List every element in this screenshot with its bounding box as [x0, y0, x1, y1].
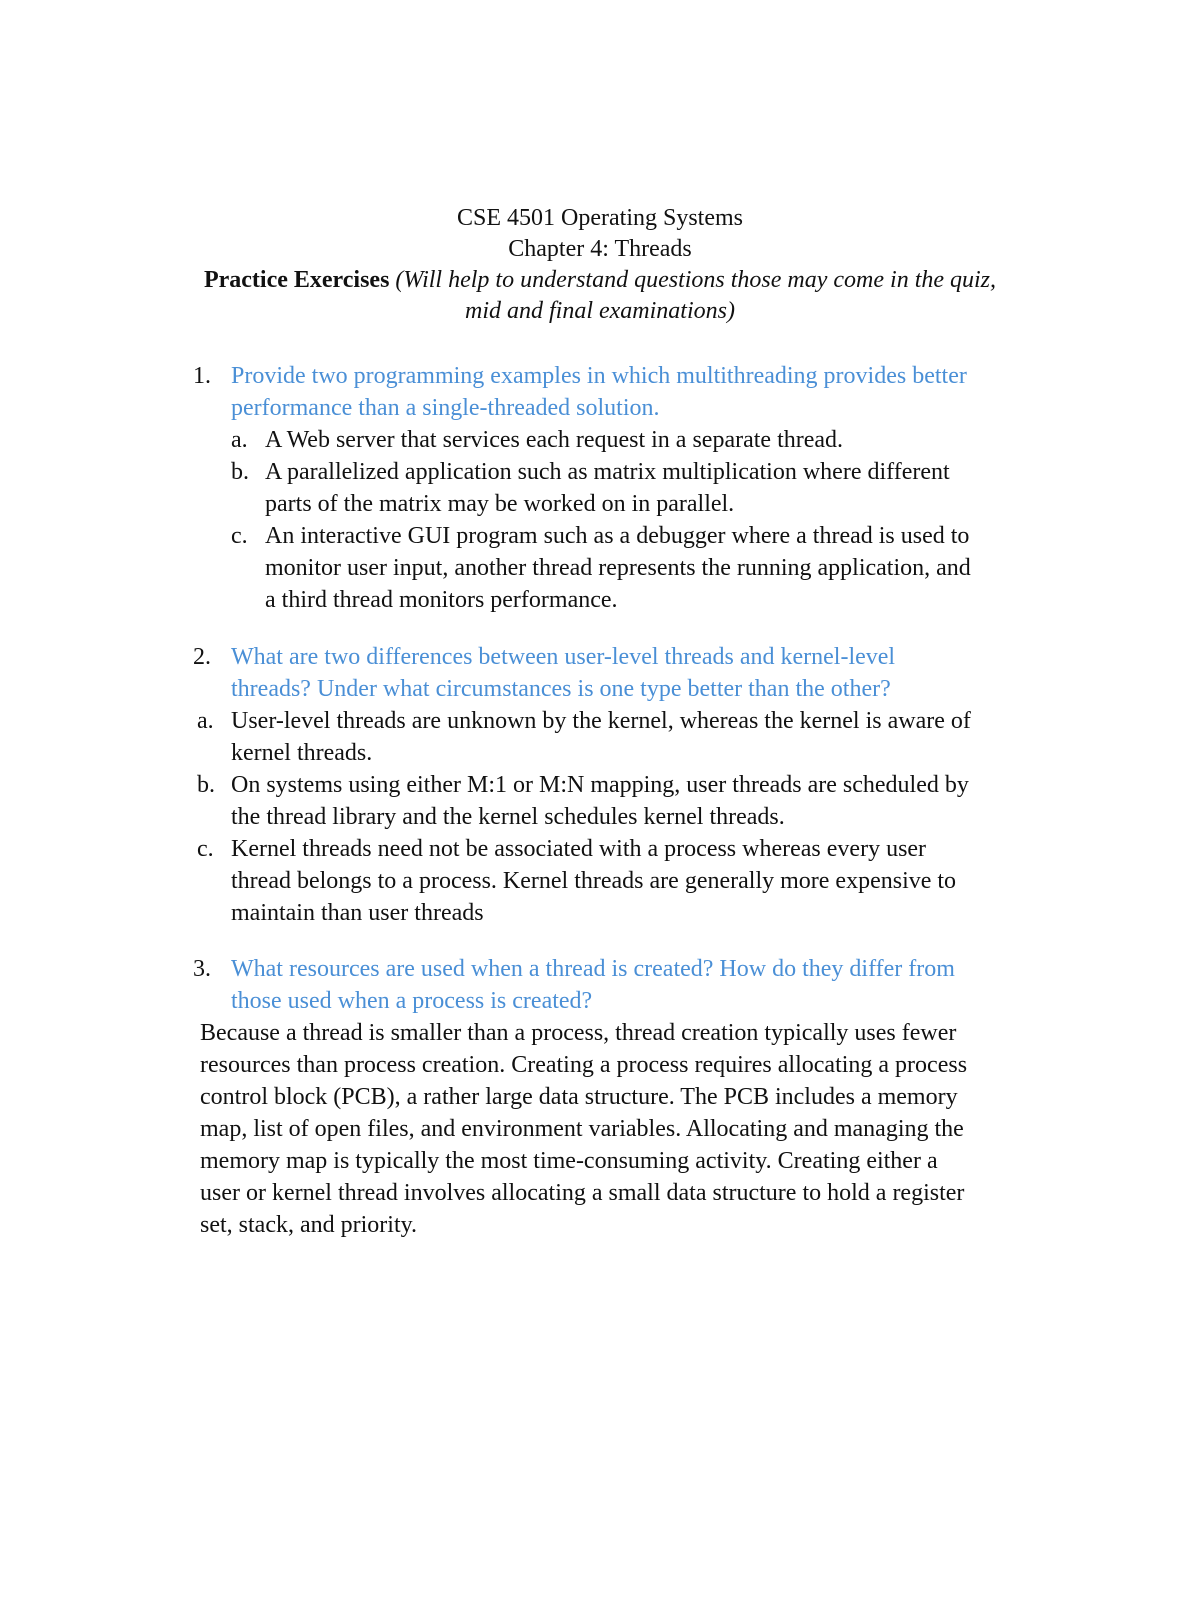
answer-3-line-7: set, stack, and priority.	[200, 1212, 418, 1238]
answer-1c-letter: c.	[231, 523, 248, 549]
answer-1c	[231, 520, 1091, 616]
course-title: CSE 4501 Operating Systems	[457, 205, 743, 231]
answer-1c-line-3: a third thread monitors performance.	[265, 587, 618, 613]
answer-2c-line-3: maintain than user threads	[231, 900, 484, 926]
question-2-answers	[197, 705, 1087, 929]
practice-note-line1: (Will help to understand questions those may come in the quiz,	[395, 267, 997, 293]
question-1-number: 1.	[193, 363, 211, 389]
answer-3-line-4: map, list of open files, and environment variables. Allocating and managing the	[200, 1116, 964, 1142]
answer-2c-letter: c.	[197, 836, 214, 862]
answer-2a	[197, 705, 1087, 769]
answer-1c-line-1: An interactive GUI program such as a debugger where a thread is used to	[265, 523, 970, 549]
answer-3-line-3: control block (PCB), a rather large data structure. The PCB includes a memory	[200, 1084, 958, 1110]
question-1-text	[231, 360, 1073, 424]
answer-1b-line-2: parts of the matrix may be worked on in parallel.	[265, 491, 735, 517]
practice-label: Practice Exercises	[203, 267, 390, 293]
answer-1a	[231, 424, 1091, 456]
answer-3-line-5: memory map is typically the most time-consuming activity. Creating either a	[200, 1148, 938, 1174]
practice-note-line2-wrap	[150, 296, 1050, 327]
answer-2a-letter: a.	[197, 708, 214, 734]
question-1-line-2: performance than a single-threaded solution.	[231, 395, 660, 421]
question-1-line-1: Provide two programming examples in which multithreading provides better	[231, 363, 967, 389]
answer-1a-line-1: A Web server that services each request in a separate thread.	[265, 427, 844, 453]
answer-1a-letter: a.	[231, 427, 248, 453]
answer-3-line-6: user or kernel thread involves allocating a small data structure to hold a register	[200, 1180, 965, 1206]
answer-1b	[231, 456, 1091, 520]
answer-1b-line-1: A parallelized application such as matrix multiplication where different	[265, 459, 950, 485]
answer-2c-line-1: Kernel threads need not be associated with a process whereas every user	[231, 836, 927, 862]
answer-2c-line-2: thread belongs to a process. Kernel threads are generally more expensive to	[231, 868, 957, 894]
answer-2b-line-2: the thread library and the kernel schedules kernel threads.	[231, 804, 785, 830]
answer-2a-line-1: User-level threads are unknown by the kernel, whereas the kernel is aware of	[231, 708, 971, 734]
question-1	[193, 360, 1073, 424]
document-header	[150, 203, 1050, 327]
answer-3-line-2: resources than process creation. Creating a process requires allocating a process	[200, 1052, 968, 1078]
question-3-text	[231, 953, 1073, 1017]
question-3	[193, 953, 1073, 1017]
answer-1c-line-2: monitor user input, another thread represents the running application, and	[265, 555, 971, 581]
question-3-answer	[200, 1017, 1080, 1241]
question-2	[193, 641, 1073, 705]
answer-2b	[197, 769, 1087, 833]
practice-heading	[150, 265, 1050, 296]
answer-2c	[197, 833, 1087, 929]
answer-2a-line-2: kernel threads.	[231, 740, 373, 766]
question-2-text	[231, 641, 1073, 705]
answer-1b-letter: b.	[231, 459, 249, 485]
question-2-line-1: What are two differences between user-level threads and kernel-level	[231, 644, 896, 670]
answer-2b-line-1: On systems using either M:1 or M:N mapping, user threads are scheduled by	[231, 772, 969, 798]
answer-2b-letter: b.	[197, 772, 215, 798]
question-3-line-2: those used when a process is created?	[231, 988, 593, 1014]
practice-note-line2: mid and final examinations)	[465, 298, 735, 324]
question-1-answers	[231, 424, 1091, 616]
question-3-number: 3.	[193, 956, 211, 982]
question-3-line-1: What resources are used when a thread is created? How do they differ from	[231, 956, 955, 982]
question-2-line-2: threads? Under what circumstances is one type better than the other?	[231, 676, 891, 702]
question-2-number: 2.	[193, 644, 211, 670]
chapter-title: Chapter 4: Threads	[508, 236, 692, 262]
answer-3-line-1: Because a thread is smaller than a process, thread creation typically uses fewer	[200, 1020, 957, 1046]
